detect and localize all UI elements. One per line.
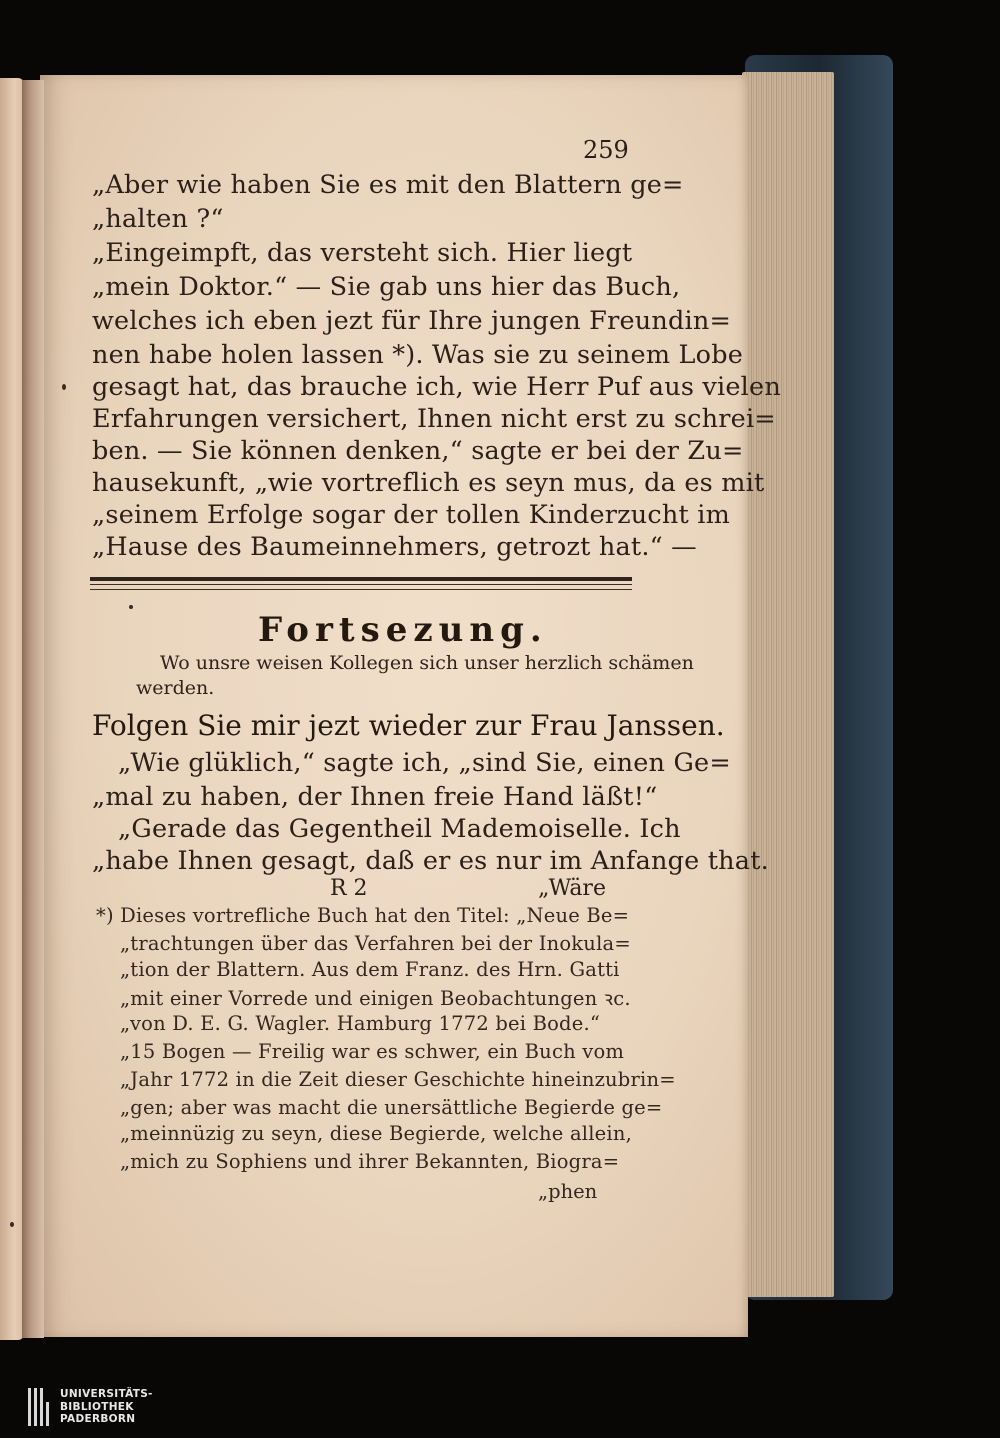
text-line: Folgen Sie mir jezt wieder zur Frau Janssen. xyxy=(92,709,725,742)
library-logo-text xyxy=(60,1388,153,1426)
footnote-line: *) Dieses vortrefliche Buch hat den Titel: „Neue Be= xyxy=(96,904,630,927)
text-line: „seinem Erfolge sogar der tollen Kinderzucht im xyxy=(92,500,730,530)
footnote-catchword: „phen xyxy=(538,1180,598,1203)
page-number: 259 xyxy=(583,136,629,164)
text-line: ben. — Sie können denken,“ sagte er bei der Zu= xyxy=(92,436,744,466)
text-line: „halten ?“ xyxy=(92,204,224,234)
page-gutter xyxy=(22,80,44,1338)
section-rule-thin xyxy=(90,589,632,590)
facing-page-edge xyxy=(0,78,24,1340)
text-line: Erfahrungen versichert, Ihnen nicht erst zu schrei= xyxy=(92,404,776,434)
text-line: nen habe holen lassen *). Was sie zu seinem Lobe xyxy=(92,340,744,370)
text-line: „Aber wie haben Sie es mit den Blattern ge= xyxy=(92,170,684,200)
text-line: „Wie glüklich,“ sagte ich, „sind Sie, einen Ge= xyxy=(118,748,731,778)
section-subheading: werden. xyxy=(136,677,215,699)
text-line: „Hause des Baumeinnehmers, getrozt hat.“ — xyxy=(92,532,697,562)
footnote-line: „tion der Blattern. Aus dem Franz. des Hrn. Gatti xyxy=(120,958,620,981)
paper-speck xyxy=(10,1222,14,1227)
section-rule xyxy=(90,577,632,581)
library-logo xyxy=(28,1388,188,1428)
text-line: welches ich eben jezt für Ihre jungen Freundin= xyxy=(92,306,732,336)
footnote-line: „gen; aber was macht die unersättliche Begierde ge= xyxy=(120,1096,663,1119)
logo-line: BIBLIOTHEK xyxy=(60,1400,134,1413)
page-block-edges xyxy=(742,72,834,1297)
footnote-line: „trachtungen über das Verfahren bei der Inokula= xyxy=(120,932,631,955)
catchword: „Wäre xyxy=(538,876,606,901)
section-subheading: Wo unsre weisen Kollegen sich unser herzlich schämen xyxy=(160,652,694,674)
text-line: gesagt hat, das brauche ich, wie Herr Puf aus vielen xyxy=(92,372,781,402)
text-line: „Gerade das Gegentheil Mademoiselle. Ich xyxy=(118,814,681,844)
text-line: hausekunft, „wie vortreflich es seyn mus, da es mit xyxy=(92,468,765,498)
footnote-line: „15 Bogen — Freilig war es schwer, ein Buch vom xyxy=(120,1040,625,1063)
section-heading: Fortsezung. xyxy=(258,610,548,650)
section-rule-thin xyxy=(90,584,632,585)
text-line: „mein Doktor.“ — Sie gab uns hier das Buch, xyxy=(92,272,681,302)
text-line: „habe Ihnen gesagt, daß er es nur im Anfange that. xyxy=(92,846,769,876)
footnote-line: „meinnüzig zu seyn, diese Begierde, welche allein, xyxy=(120,1122,632,1145)
paper-speck xyxy=(62,384,66,390)
signature-mark: R 2 xyxy=(330,876,368,901)
paper-speck xyxy=(129,605,133,609)
text-line: „mal zu haben, der Ihnen freie Hand läßt!“ xyxy=(92,782,658,812)
logo-line: UNIVERSITÄTS- xyxy=(60,1388,153,1400)
footnote-line: „Jahr 1772 in die Zeit dieser Geschichte hineinzubrin= xyxy=(120,1068,676,1091)
footnote-line: „von D. E. G. Wagler. Hamburg 1772 bei Bode.“ xyxy=(120,1012,601,1035)
logo-line: PADERBORN xyxy=(60,1413,136,1425)
footnote-line: „mich zu Sophiens und ihrer Bekannten, Biogra= xyxy=(120,1150,620,1173)
library-logo-icon xyxy=(28,1388,54,1426)
text-line: „Eingeimpft, das versteht sich. Hier liegt xyxy=(92,238,633,268)
footnote-line: „mit einer Vorrede und einigen Beobachtungen ꝛc. xyxy=(120,987,631,1010)
